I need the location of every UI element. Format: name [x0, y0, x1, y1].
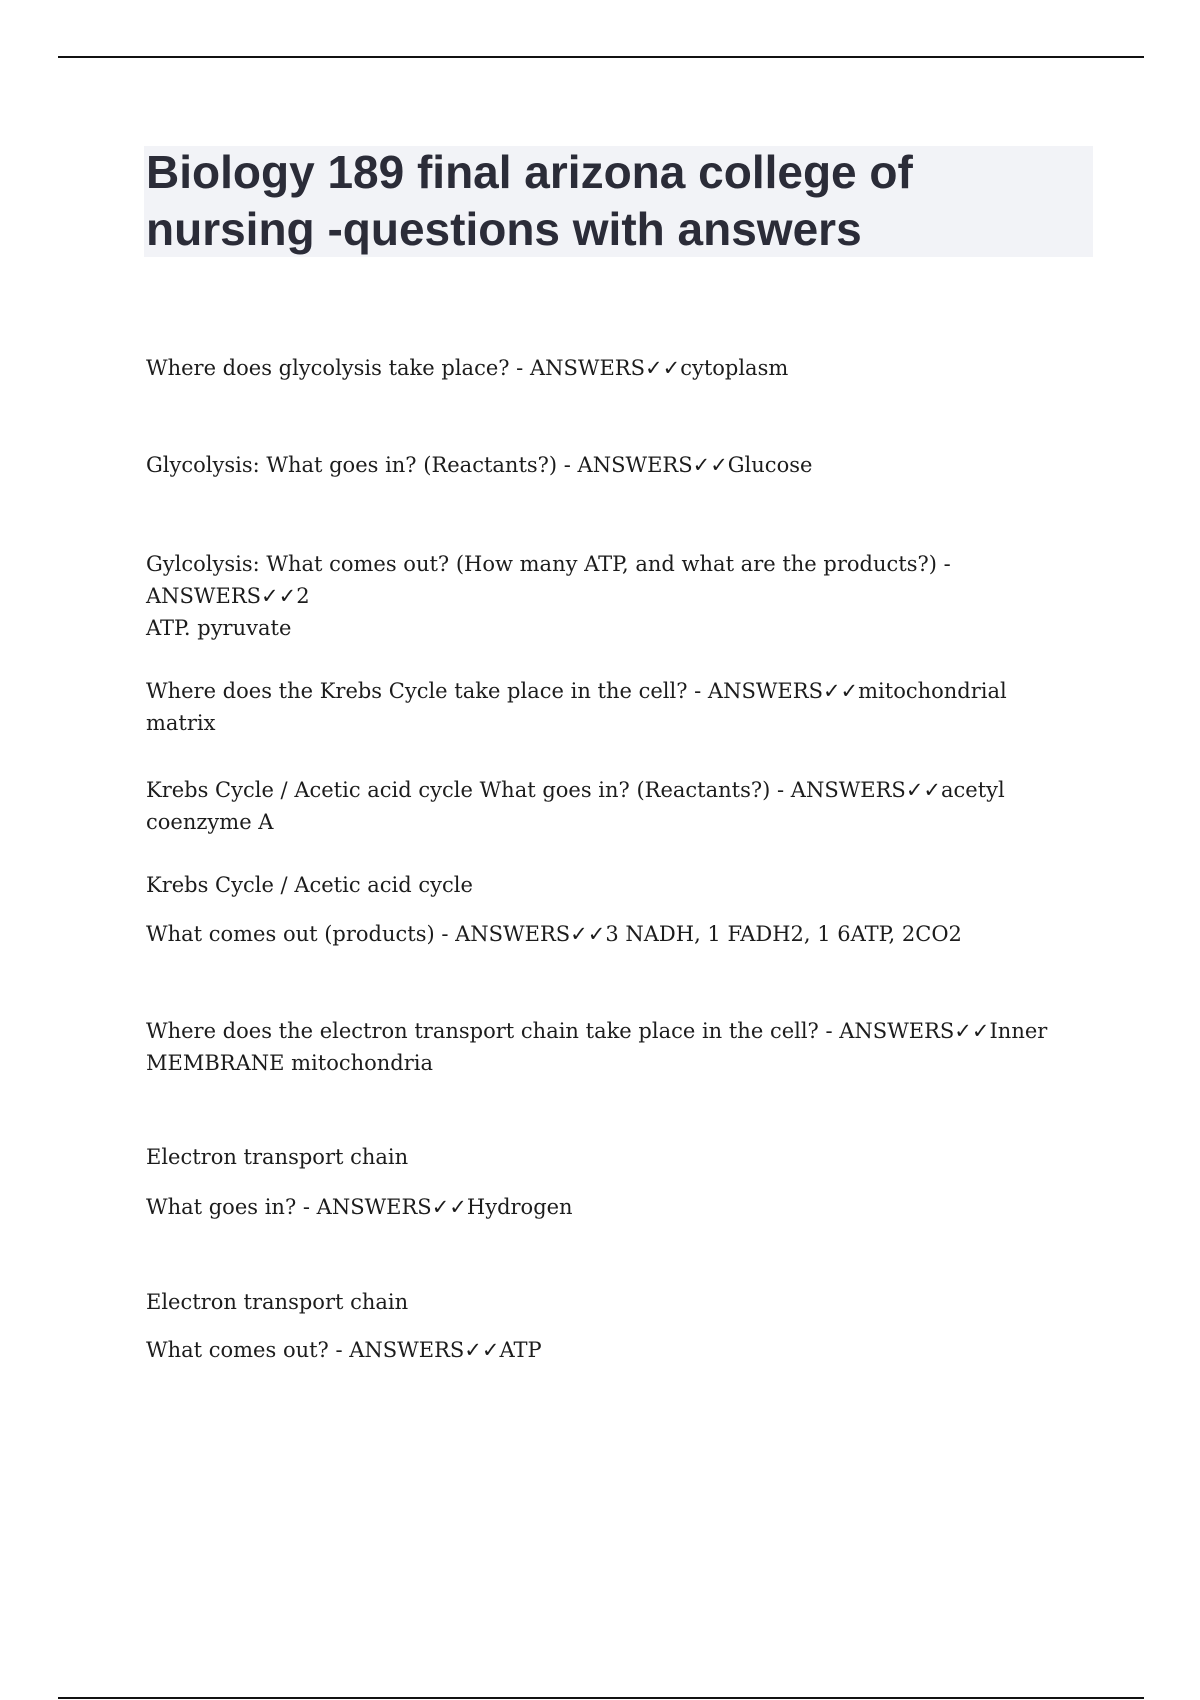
- qa-paragraph: [146, 1015, 1076, 1079]
- text-line: Where does the Krebs Cycle take place in the cell? - ANSWERS✓✓mitochondrial matrix: [146, 679, 1007, 735]
- qa-paragraph: [146, 1141, 1076, 1173]
- text-line: Where does glycolysis take place? - ANSWERS✓✓cytoplasm: [146, 356, 789, 380]
- text-line: Glycolysis: What goes in? (Reactants?) - ANSWERS✓✓Glucose: [146, 453, 813, 477]
- text-line: Krebs Cycle / Acetic acid cycle: [146, 873, 473, 897]
- text-line: Electron transport chain: [146, 1290, 409, 1314]
- top-divider: [58, 56, 1144, 58]
- bottom-divider: [58, 1697, 1144, 1699]
- qa-paragraph: [146, 869, 1076, 901]
- qa-paragraph: [146, 1334, 1076, 1366]
- text-line: What goes in? - ANSWERS✓✓Hydrogen: [146, 1195, 573, 1219]
- qa-paragraph: [146, 449, 1076, 481]
- qa-paragraph: [146, 352, 1076, 384]
- qa-paragraph: [146, 548, 1076, 644]
- qa-paragraph: [146, 918, 1076, 950]
- document-title: Biology 189 final arizona college of nursing -questions with answers: [146, 146, 913, 255]
- text-line: ATP. pyruvate: [146, 616, 292, 640]
- text-line: Where does the electron transport chain take place in the cell? - ANSWERS✓✓Inner: [146, 1019, 1048, 1043]
- text-line: What comes out (products) - ANSWERS✓✓3 NADH, 1 FADH2, 1 6ATP, 2CO2: [146, 922, 962, 946]
- text-line: Electron transport chain: [146, 1145, 409, 1169]
- text-line: What comes out? - ANSWERS✓✓ATP: [146, 1338, 542, 1362]
- text-line: Krebs Cycle / Acetic acid cycle What goes in? (Reactants?) - ANSWERS✓✓acetyl coenzyme A: [146, 778, 1005, 834]
- qa-paragraph: [146, 774, 1076, 838]
- qa-paragraph: [146, 1286, 1076, 1318]
- text-line: Gylcolysis: What comes out? (How many ATP, and what are the products?) - ANSWERS✓✓2: [146, 552, 951, 608]
- qa-paragraph: [146, 1191, 1076, 1223]
- qa-paragraph: [146, 675, 1076, 739]
- text-line: MEMBRANE mitochondria: [146, 1051, 434, 1075]
